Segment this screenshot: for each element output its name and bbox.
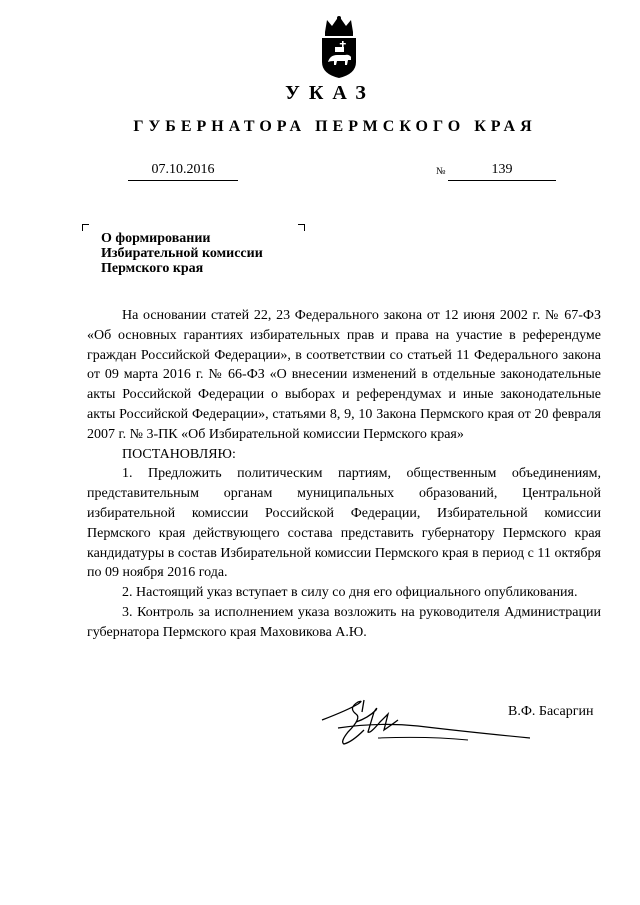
decree-word: ПОСТАНОВЛЯЮ:	[122, 446, 236, 462]
subject-line: Пермского края	[101, 261, 204, 276]
handwritten-signature-icon	[318, 692, 533, 752]
decree-body	[87, 306, 601, 643]
decree-item-3: 3. Контроль за исполнением указа возложить на руководителя Администрации губернатора Пермского края Маховикова А.Ю.	[87, 604, 601, 640]
perm-krai-coat-of-arms-icon	[318, 14, 360, 80]
subject-corner-left	[82, 224, 89, 231]
subject-line: О формировании	[101, 231, 211, 246]
document-title: УКАЗ	[285, 82, 375, 104]
decree-item-2: 2. Настоящий указ вступает в силу со дня его официального опубликования.	[122, 585, 578, 601]
decree-item-1: 1. Предложить политическим партиям, общественным объединениям, представительным органам муниципальных образований, Центральной избирательной комиссии Российской Федерации, Избирательной комиссии Пермского края действующего состава представить губернатору Пермского края кандидатуры в состав Избирательной комиссии Пермского края в период с 11 октября по 09 ноября 2016 года.	[87, 466, 601, 581]
decree-subject	[101, 231, 301, 276]
decree-number: 139	[448, 160, 556, 181]
preamble-paragraph: На основании статей 22, 23 Федерального закона от 12 июня 2002 г. № 67-ФЗ «Об основных гарантиях избирательных прав и права на участие в референдуме граждан Российской Федерации», в соответствии со статьей 11 Федерального закона от 09 марта 2016 г. № 66-ФЗ «О внесении изменений в отдельные законодательные акты Российской Федерации о выборах и референдумах и иные законодательные акты Российской Федерации», статьями 8, 9, 10 Закона Пермского края от 20 февраля 2007 г. № 3-ПК «Об Избирательной комиссии Пермского края»	[87, 308, 601, 442]
decree-date: 07.10.2016	[128, 160, 238, 181]
subject-corner-right	[298, 224, 305, 231]
signer-name: В.Ф. Басаргин	[508, 704, 594, 719]
number-sign: №	[436, 166, 446, 177]
document-issuer: ГУБЕРНАТОРА ПЕРМСКОГО КРАЯ	[133, 118, 537, 135]
subject-line: Избирательной комиссии	[101, 246, 263, 261]
